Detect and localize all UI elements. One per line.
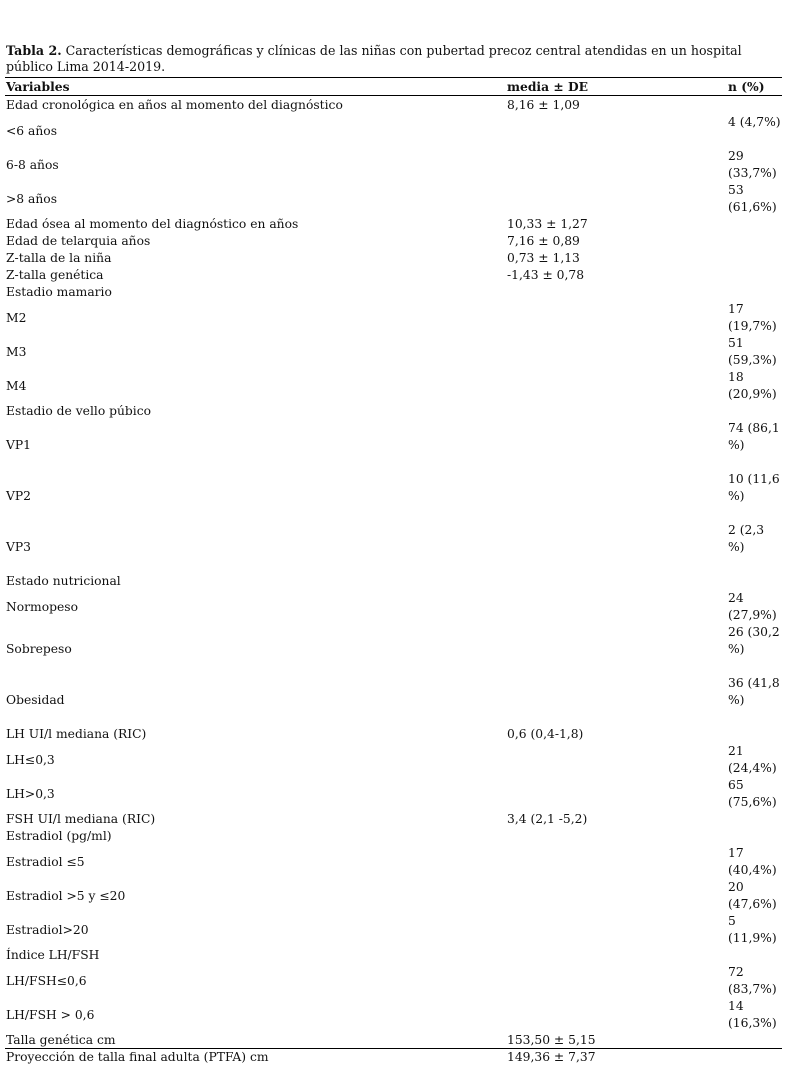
row-variable: FSH UI/l mediana (RIC) (6, 812, 156, 826)
row-variable: LH>0,3 (6, 786, 55, 801)
row-n-percent: 29 (33,7%) (728, 149, 777, 180)
row-n-percent: 10 (11,6 %) (728, 472, 780, 503)
row-variable: LH/FSH≤0,6 (6, 973, 87, 988)
row-variable: Estradiol (pg/ml) (6, 829, 112, 843)
row-mean: 153,50 ± 5,15 (507, 1033, 596, 1047)
row-variable: M4 (6, 378, 27, 393)
row-variable: LH UI/l mediana (RIC) (6, 727, 147, 741)
row-n-percent: 21 (24,4%) (728, 744, 777, 775)
row-variable: Estadio de vello púbico (6, 404, 152, 418)
table-title: Características demográficas y clínicas de las niñas con pubertad precoz central atendidas en un hospital público Lima 2014-2019. (6, 43, 742, 74)
row-mean: 149,36 ± 7,37 (507, 1050, 596, 1064)
row-n-percent: 5 (11,9%) (728, 914, 777, 945)
header-mean: media ± DE (507, 79, 588, 94)
row-n-percent: 17 (40,4%) (728, 846, 777, 877)
row-n-percent: 20 (47,6%) (728, 880, 777, 911)
row-n-percent: 53 (61,6%) (728, 183, 777, 214)
row-variable: >8 años (6, 191, 58, 206)
row-mean: 3,4 (2,1 -5,2) (507, 812, 588, 826)
row-variable: LH≤0,3 (6, 752, 55, 767)
row-mean: -1,43 ± 0,78 (507, 268, 585, 282)
top-rule (5, 77, 782, 78)
row-variable: Talla genética cm (6, 1033, 116, 1047)
row-variable: Estadio mamario (6, 285, 112, 299)
row-variable: <6 años (6, 123, 58, 138)
row-variable: LH/FSH > 0,6 (6, 1007, 95, 1022)
row-n-percent: 74 (86,1 %) (728, 421, 780, 452)
row-variable: Sobrepeso (6, 642, 72, 656)
row-n-percent: 18 (20,9%) (728, 370, 777, 401)
row-variable: Estradiol>20 (6, 922, 89, 937)
row-mean: 7,16 ± 0,89 (507, 234, 580, 248)
row-variable: Estradiol ≤5 (6, 854, 85, 869)
row-variable: VP2 (6, 489, 31, 503)
row-variable: Edad cronológica en años al momento del diagnóstico (6, 98, 343, 112)
row-n-percent: 72 (83,7%) (728, 965, 777, 996)
row-variable: M3 (6, 344, 27, 359)
row-variable: Índice LH/FSH (6, 948, 100, 962)
row-n-percent: 2 (2,3 %) (728, 523, 765, 554)
row-n-percent: 51 (59,3%) (728, 336, 777, 367)
row-n-percent: 26 (30,2 %) (728, 625, 780, 656)
row-variable: Proyección de talla final adulta (PTFA) cm (6, 1050, 269, 1064)
header-n: n (%) (728, 79, 765, 94)
row-variable: Z-talla genética (6, 268, 104, 282)
table-label: Tabla 2. (6, 43, 62, 58)
row-variable: VP1 (6, 438, 31, 452)
row-mean: 0,6 (0,4-1,8) (507, 727, 584, 741)
row-variable: Normopeso (6, 599, 78, 614)
row-n-percent: 24 (27,9%) (728, 591, 777, 622)
row-n-percent: 14 (16,3%) (728, 999, 777, 1030)
header-rule (5, 95, 782, 96)
bottom-rule (5, 1048, 782, 1049)
row-mean: 0,73 ± 1,13 (507, 251, 580, 265)
row-n-percent: 36 (41,8 %) (728, 676, 780, 707)
header-variables: Variables (6, 79, 70, 94)
row-variable: Estado nutricional (6, 574, 121, 588)
row-variable: Z-talla de la niña (6, 251, 112, 265)
row-variable: M2 (6, 310, 27, 325)
table-caption (6, 43, 780, 75)
row-variable: 6-8 años (6, 157, 59, 172)
row-variable: Edad de telarquia años (6, 234, 151, 248)
row-variable: VP3 (6, 540, 31, 554)
row-variable: Edad ósea al momento del diagnóstico en años (6, 217, 299, 231)
row-n-percent: 17 (19,7%) (728, 302, 777, 333)
row-n-percent: 65 (75,6%) (728, 778, 777, 809)
row-variable: Obesidad (6, 693, 65, 707)
row-mean: 8,16 ± 1,09 (507, 98, 580, 112)
row-mean: 10,33 ± 1,27 (507, 217, 588, 231)
row-n-percent: 4 (4,7%) (728, 115, 781, 129)
row-variable: Estradiol >5 y ≤20 (6, 888, 126, 903)
